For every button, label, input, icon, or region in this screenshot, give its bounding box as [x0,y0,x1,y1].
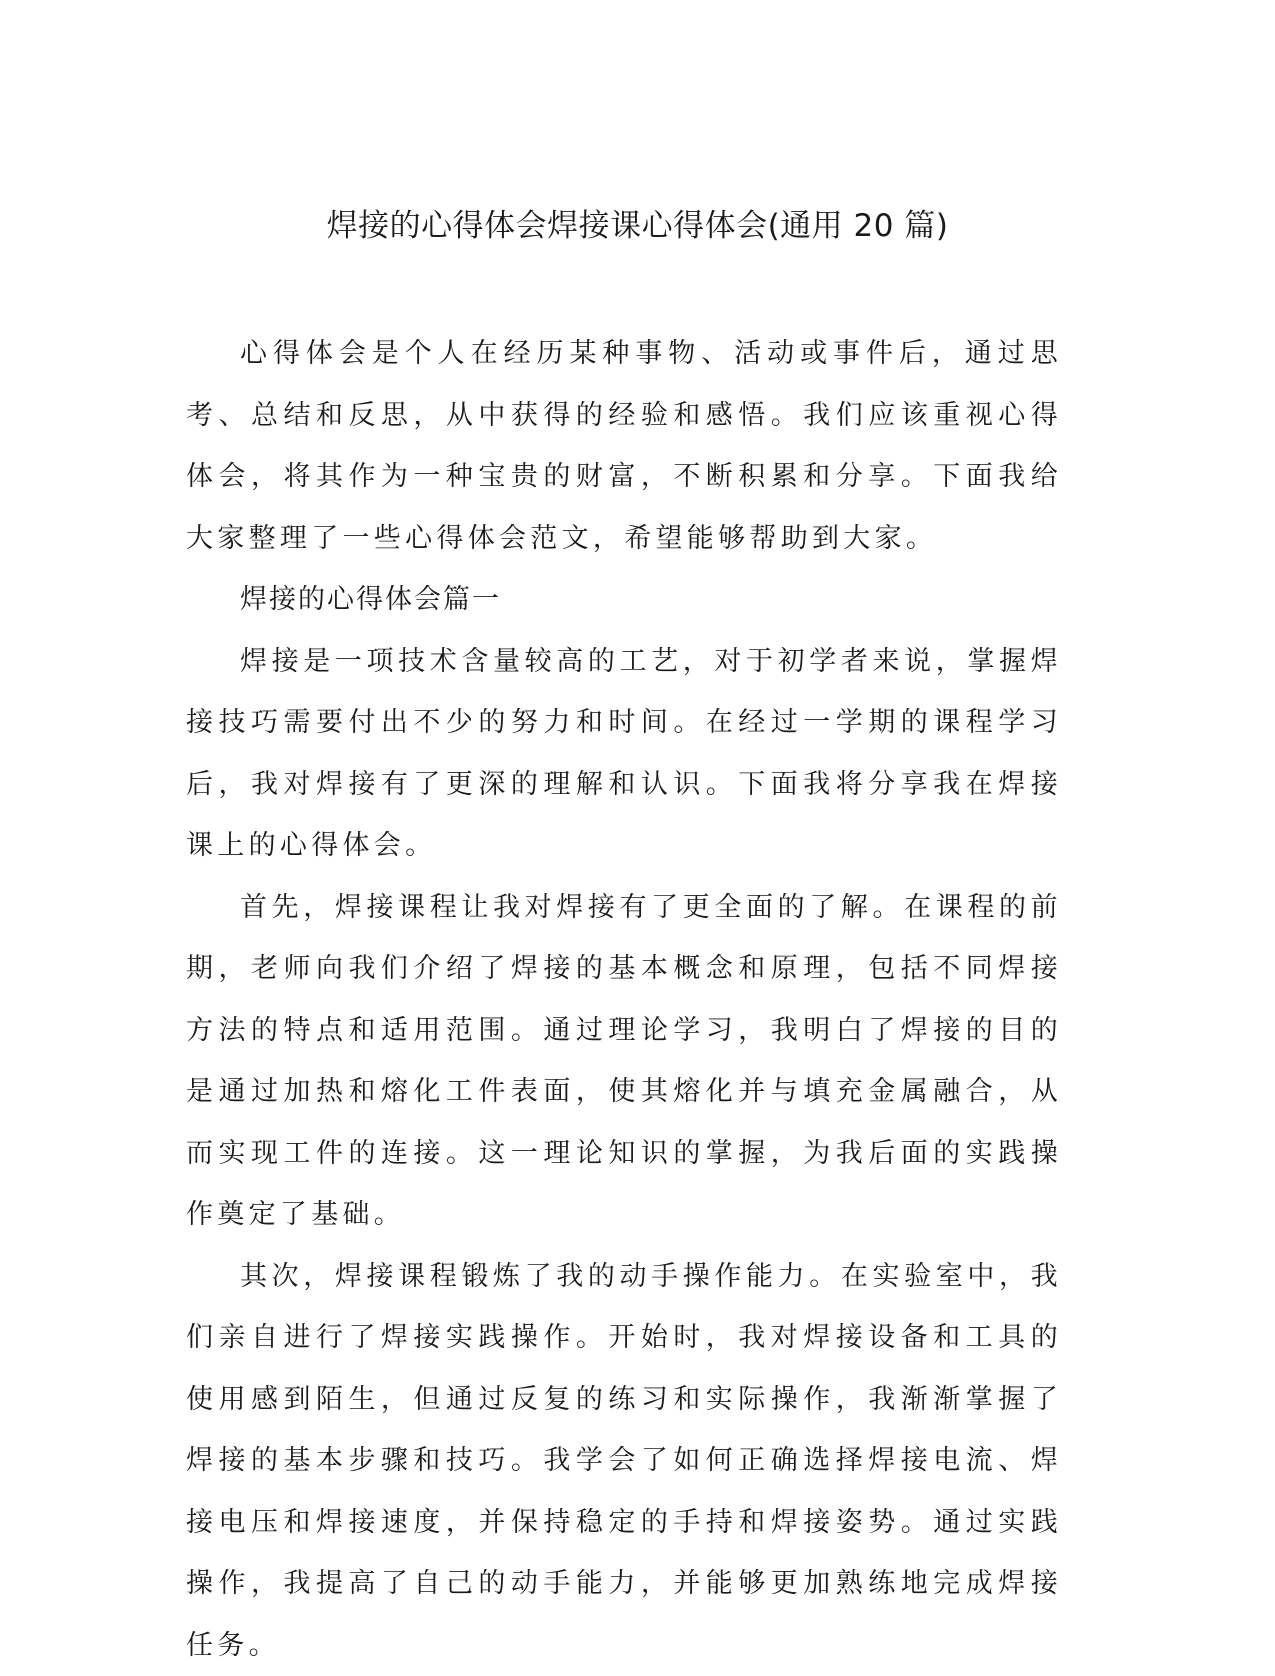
body-paragraph: 首先，焊接课程让我对焊接有了更全面的了解。在课程的前期，老师向我们介绍了焊接的基本概念和原理，包括不同焊接方法的特点和适用范围。通过理论学习，我明白了焊接的目的是通过加热和熔化工件表面，使其熔化并与填充金属融合，从而实现工件的连接。这一理论知识的掌握，为我后面的实践操作奠定了基础。 [186,877,1062,1246]
document-title: 焊接的心得体会焊接课心得体会(通用 20 篇) [0,206,1275,246]
body-paragraph: 焊接是一项技术含量较高的工艺，对于初学者来说，掌握焊接技巧需要付出不少的努力和时间。在经过一学期的课程学习后，我对焊接有了更深的理解和认识。下面我将分享我在焊接课上的心得体会。 [186,631,1062,877]
intro-paragraph: 心得体会是个人在经历某种事物、活动或事件后，通过思考、总结和反思，从中获得的经验和感悟。我们应该重视心得体会，将其作为一种宝贵的财富，不断积累和分享。下面我给大家整理了一些心得体会范文，希望能够帮助到大家。 [186,323,1062,569]
body-paragraph: 其次，焊接课程锻炼了我的动手操作能力。在实验室中，我们亲自进行了焊接实践操作。开始时，我对焊接设备和工具的使用感到陌生，但通过反复的练习和实际操作，我渐渐掌握了焊接的基本步骤和技巧。我学会了如何正确选择焊接电流、焊接电压和焊接速度，并保持稳定的手持和焊接姿势。通过实践操作，我提高了自己的动手能力，并能够更加熟练地完成焊接任务。 [186,1246,1062,1676]
section-heading: 焊接的心得体会篇一 [186,569,1062,631]
document-body [186,323,1062,1676]
